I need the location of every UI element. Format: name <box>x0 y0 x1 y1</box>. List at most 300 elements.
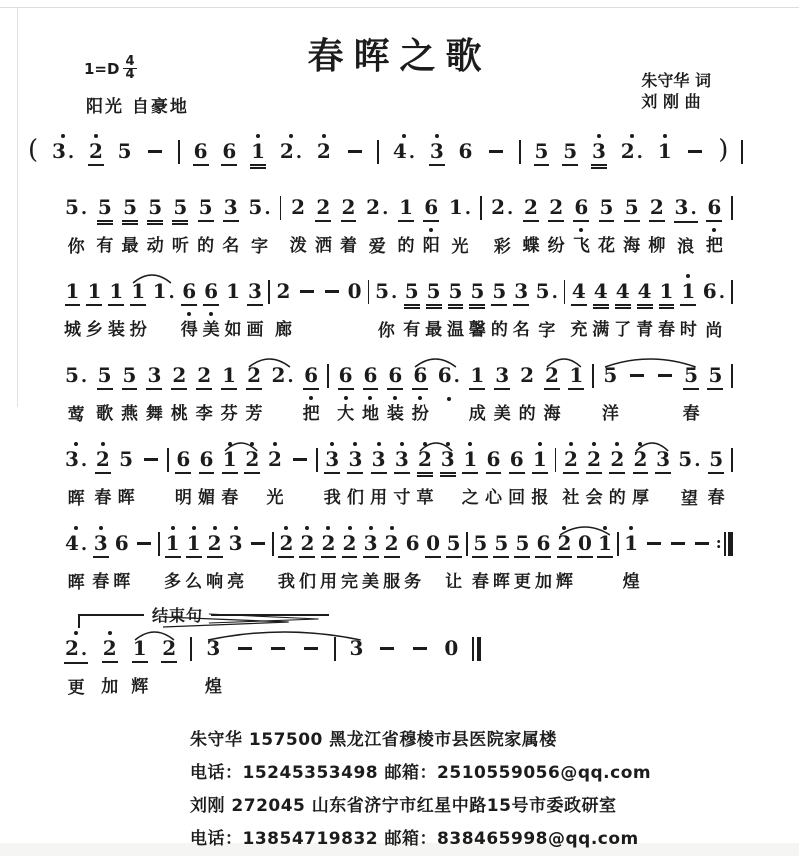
duration-dash <box>144 458 158 461</box>
lyric-syllable: 泼 <box>289 236 307 256</box>
duration-dash <box>647 542 661 545</box>
end-repeat-barline: : <box>716 532 733 556</box>
lyric-syllable: 春 <box>657 320 675 340</box>
augmentation-dot: . <box>80 366 88 387</box>
note-digit: 2 着 <box>340 188 357 260</box>
low-octave-dot <box>429 226 433 234</box>
augmentation-dot: . <box>690 198 697 219</box>
duration-dash <box>413 647 427 650</box>
dash-extension <box>692 524 712 596</box>
augmentation-dot: . <box>718 282 725 303</box>
lyric-syllable: 加 <box>101 677 119 697</box>
notation-row <box>64 272 733 345</box>
dash-extension <box>644 524 664 596</box>
note-digit: 3 <box>591 132 607 178</box>
lyric-syllable: 柳 <box>648 236 666 256</box>
note-digit: 2 <box>244 440 260 512</box>
note-digit: 1 春 <box>658 272 675 344</box>
duration-dash <box>238 647 252 650</box>
lyric-syllable: 廊 <box>274 320 292 340</box>
lyric-syllable: 满 <box>592 320 610 340</box>
dash-extension <box>268 629 288 701</box>
lyric-syllable: 地 <box>361 404 379 424</box>
augmentation-dot: . <box>464 198 472 219</box>
note-digit: 5 听 <box>172 188 189 260</box>
duration-dash <box>325 290 339 293</box>
note-digit: 5 的 <box>197 188 214 260</box>
barline <box>280 196 282 220</box>
note-digit: 2 辉 <box>556 524 573 596</box>
note-digit: 4 充 <box>570 272 587 344</box>
lyric-syllable: 洋 <box>601 404 619 424</box>
lyric-syllable: 芬 <box>220 404 238 424</box>
barline <box>272 532 274 556</box>
note-digit: 2 用 <box>320 524 337 596</box>
lyric-syllable: 温 <box>447 320 465 340</box>
dash-extension <box>685 132 705 178</box>
lyric-syllable: 把 <box>302 404 320 424</box>
note-digit: 5 晖 <box>493 524 510 596</box>
note-digit: 6 地 <box>362 356 379 428</box>
lyric-syllable: 燕 <box>121 404 139 424</box>
duration-dash <box>380 647 394 650</box>
lyric-syllable: 阳 <box>422 236 440 256</box>
lyric-syllable: 城 <box>64 320 81 340</box>
lyric-syllable: 花 <box>598 236 615 256</box>
lyric-syllable: 报 <box>531 488 549 508</box>
contact-block <box>190 724 799 856</box>
lyric-syllable: 爱 <box>368 237 386 257</box>
note-digit: 3 寸 <box>393 440 410 512</box>
note-digit: 5 动 <box>147 188 164 260</box>
note-digit: 2 <box>88 132 104 178</box>
lyric-syllable: 光 <box>266 488 284 508</box>
note-digit: 5 让 <box>445 524 462 596</box>
note-digit: 2 . 更 <box>64 629 88 702</box>
duration-dash <box>658 374 672 377</box>
dash-extension <box>627 356 647 428</box>
lyric-syllable: 春 <box>682 404 700 424</box>
lyric-syllable: 听 <box>171 236 189 256</box>
note-digit: 2 桃 <box>171 356 188 428</box>
lyric-syllable: 歌 <box>96 404 114 424</box>
note-digit: 5 洋 <box>602 356 619 428</box>
lyric-syllable: 厚 <box>631 488 649 508</box>
note-digit: 2 加 <box>101 629 118 701</box>
note-digit: 5 . 你 <box>374 272 398 345</box>
barline <box>190 637 192 661</box>
low-octave-dot <box>368 394 372 402</box>
lyric-syllable: 晖 <box>67 573 85 593</box>
duration-dash <box>671 542 685 545</box>
note-digit: 5 <box>707 356 723 428</box>
note-digit: 5 燕 <box>121 356 138 428</box>
note-digit: 6 务 <box>404 524 421 596</box>
lyric-syllable: 我 <box>277 572 295 592</box>
barline <box>480 196 482 220</box>
lyric-syllable: 名 <box>512 320 530 340</box>
lyric-syllable: 乡 <box>85 320 103 340</box>
barline <box>617 532 619 556</box>
lyric-syllable: 会 <box>585 488 603 508</box>
note-digit: 6 晖 <box>113 524 130 596</box>
note-digit: 3 画 <box>246 272 263 344</box>
note-digit: 6 装 <box>387 356 404 428</box>
duration-dash <box>271 647 285 650</box>
lyric-syllable: 草 <box>416 488 434 508</box>
lyric-syllable: 装 <box>107 320 125 340</box>
note-digit: 6 媚 <box>198 440 215 512</box>
note-digit: 6 <box>458 139 473 163</box>
note-digit: 2 <box>161 629 177 701</box>
augmentation-dot: . <box>551 282 558 303</box>
open-paren: ( <box>28 135 39 165</box>
lyric-syllable: 多 <box>164 572 182 592</box>
lyric-syllable: 煌 <box>622 572 640 592</box>
note-digit: 3 春 <box>92 524 109 596</box>
lyric-syllable: 美 <box>493 404 511 424</box>
lyric-syllable: 春 <box>221 488 239 508</box>
duration-dash <box>148 150 162 153</box>
note-digit: 1 多 <box>164 524 181 596</box>
lyric-syllable: 装 <box>386 404 404 424</box>
note-digit: 5 馨 <box>469 272 486 344</box>
lyric-syllable: 有 <box>96 236 114 256</box>
note-digit: 2 海 <box>544 356 561 428</box>
barline <box>564 280 566 304</box>
lyric-syllable: 扮 <box>411 404 429 424</box>
note-digit: 6 大 <box>337 356 354 428</box>
music-system-verse-line-5 <box>64 524 733 597</box>
note-digit: 3 们 <box>347 440 364 512</box>
note-digit: 3 <box>655 440 671 512</box>
barline <box>377 140 379 164</box>
lyric-syllable: 明 <box>174 488 192 508</box>
note-digit: 5 春 <box>708 440 725 512</box>
dash-extension <box>410 629 430 701</box>
note-digit: 3 <box>440 440 456 512</box>
contact-line: 朱守华 157500 黑龙江省穆棱市县医院家属楼 <box>190 730 557 750</box>
augmentation-dot: . <box>80 639 88 660</box>
note-digit: 2 草 <box>417 440 434 512</box>
note-digit: 6 把 <box>706 188 723 260</box>
note-digit: 2 社 <box>562 440 579 512</box>
lyric-syllable: 最 <box>425 320 443 340</box>
note-digit: 5 . 字 <box>247 188 271 261</box>
lyric-syllable: 春 <box>92 572 110 592</box>
note-digit: 6 明 <box>175 440 192 512</box>
barline <box>368 280 370 304</box>
notation-row <box>64 440 733 513</box>
lyric-syllable: 桃 <box>170 404 188 424</box>
note-digit: 6 飞 <box>573 188 590 260</box>
tempo-expression: 阳光 自豪地 <box>86 97 189 117</box>
note-digit: 2 . <box>620 132 644 179</box>
note-digit: 6 . 尚 <box>702 272 726 345</box>
note-digit: 1 成 <box>469 356 486 428</box>
note-digit: 3 美 <box>494 356 511 428</box>
lyric-syllable: 的 <box>397 236 415 256</box>
lyric-syllable: 海 <box>543 404 561 424</box>
note-digit: 5 . 你 <box>64 188 88 261</box>
augmentation-dot: . <box>408 142 416 163</box>
barline <box>334 637 336 661</box>
rest-note: 0 <box>444 636 459 660</box>
dash-extension <box>141 440 161 512</box>
note-digit: 3 <box>349 636 364 660</box>
duration-dash <box>630 374 644 377</box>
note-digit: 2 柳 <box>648 188 665 260</box>
key-label: 1=D <box>84 59 120 78</box>
ending-phrase-label: 结束句 <box>152 606 204 625</box>
note-digit: 5 <box>117 139 132 163</box>
duration-dash <box>348 150 362 153</box>
lyric-syllable: 你 <box>67 237 85 257</box>
duration-dash <box>137 542 151 545</box>
note-digit: 2 完 <box>341 524 358 596</box>
note-digit: 5 花 <box>598 188 615 260</box>
lyric-syllable: 辉 <box>555 572 573 592</box>
contact-line: 电话：15245353498 邮箱：2510559056@qq.com <box>190 763 652 783</box>
note-digit: 2 廊 <box>275 272 292 344</box>
song-title: 春晖之歌 <box>307 35 492 77</box>
augmentation-dot: . <box>264 198 271 219</box>
note-digit: 3 名 <box>513 272 530 344</box>
note-digit: 2 芳 <box>246 356 263 428</box>
lyric-syllable: 的 <box>608 488 626 508</box>
dash-extension <box>377 629 397 701</box>
barline <box>466 532 468 556</box>
duration-dash <box>688 150 702 153</box>
dash-extension <box>297 272 317 344</box>
note-digit: 1 么 <box>185 524 202 596</box>
notation-row <box>64 524 733 597</box>
low-octave-dot <box>187 310 191 318</box>
duration-dash <box>300 290 314 293</box>
lyric-syllable: 回 <box>508 488 526 508</box>
rest-note: 0 <box>347 279 362 303</box>
note-digit: 1 城 <box>64 272 81 344</box>
note-digit: 2 纷 <box>548 188 565 260</box>
lyric-syllable: 亮 <box>227 572 245 592</box>
note-digit: 3 . 晖 <box>64 440 88 513</box>
time-signature-top: 4 <box>125 54 135 69</box>
duration-dash <box>695 542 709 545</box>
note-digit: 2 <box>316 132 332 178</box>
note-digit: 2 . <box>279 132 303 179</box>
lyric-syllable: 辉 <box>131 677 149 697</box>
dash-extension <box>668 524 688 596</box>
note-digit: 1 <box>657 132 673 178</box>
lyric-syllable: 尚 <box>705 321 723 341</box>
dash-extension <box>248 524 268 596</box>
augmentation-dot: . <box>67 142 75 163</box>
note-digit: 1 芬 <box>221 356 238 428</box>
barline <box>555 448 557 472</box>
lyric-syllable: 加 <box>534 572 552 592</box>
note-digit: 3 . 浪 <box>674 188 698 261</box>
lyric-syllable: 媚 <box>198 488 216 508</box>
note-digit: 5 . 望 <box>677 440 701 513</box>
note-digit: 1 的 <box>398 188 415 260</box>
lyric-syllable: 了 <box>614 320 632 340</box>
music-system-verse-line-1 <box>64 188 733 261</box>
lyric-syllable: 名 <box>222 236 240 256</box>
note-digit: 2 . 爱 <box>365 188 389 261</box>
note-digit: 2 我 <box>278 524 295 596</box>
augmentation-dot: . <box>507 198 514 219</box>
lyric-syllable: 舞 <box>145 404 163 424</box>
note-digit: 1 辉 <box>131 629 148 701</box>
barline <box>731 364 733 388</box>
lyric-syllable: 完 <box>341 572 359 592</box>
music-system-intro <box>28 132 743 179</box>
notation-row <box>64 356 733 429</box>
lyric-syllable: 海 <box>623 236 641 256</box>
music-system-coda <box>64 608 733 702</box>
low-octave-dot <box>309 394 313 402</box>
lyric-syllable: 你 <box>377 321 395 341</box>
note-digit: 5 最 <box>122 188 139 260</box>
augmentation-dot: . <box>382 198 389 219</box>
note-digit: 3 亮 <box>227 524 244 596</box>
note-digit: 6 美 <box>203 272 220 344</box>
barline <box>731 448 733 472</box>
note-digit: 3 . <box>51 132 75 179</box>
barline <box>268 280 270 304</box>
low-octave-dot <box>447 395 451 403</box>
lyric-syllable: 李 <box>195 404 213 424</box>
augmentation-dot: . <box>636 142 643 163</box>
note-digit: 1 乡 <box>86 272 103 344</box>
lyric-syllable: 动 <box>146 236 164 256</box>
note-digit: 4 了 <box>614 272 631 344</box>
note-digit: 2 的 <box>609 440 626 512</box>
lyric-syllable: 充 <box>570 320 588 340</box>
note-digit: 1 时 <box>680 272 697 344</box>
barline <box>731 280 733 304</box>
low-octave-dot <box>209 310 213 318</box>
note-digit: 3 <box>429 132 445 178</box>
note-digit: 2 服 <box>383 524 400 596</box>
duration-dash <box>489 150 503 153</box>
time-signature-bottom: 4 <box>125 67 135 82</box>
note-digit: 6 回 <box>508 440 525 512</box>
note-digit: 2 蝶 <box>522 188 539 260</box>
note-digit: 2 洒 <box>315 188 332 260</box>
low-octave-dot <box>344 394 348 402</box>
lyric-syllable: 大 <box>337 404 355 424</box>
contact-line: 刘刚 272045 山东省济宁市红星中路15号市委政研室 <box>190 796 617 816</box>
notation-row <box>64 188 733 261</box>
notation-row <box>28 132 743 179</box>
note-digit: 3 舞 <box>146 356 163 428</box>
lyric-syllable: 寸 <box>393 488 411 508</box>
note-digit: 1 如 <box>225 272 242 344</box>
lyric-syllable: 洒 <box>314 236 332 256</box>
close-paren: ) <box>718 135 729 165</box>
note-digit: 1 装 <box>108 272 125 344</box>
dash-extension <box>655 356 675 428</box>
note-digit: 5 的 <box>491 272 508 344</box>
note-digit: 1 春 <box>221 440 238 512</box>
duration-dash <box>293 458 307 461</box>
lyric-syllable: 之 <box>461 488 479 508</box>
augmentation-dot: . <box>287 366 294 387</box>
note-digit: 5 . 字 <box>535 272 559 345</box>
lyric-syllable: 晖 <box>113 572 131 592</box>
lyric-syllable: 得 <box>180 320 198 340</box>
note-digit: 1 . 光 <box>448 188 472 261</box>
lyric-syllable: 蝶 <box>522 236 540 256</box>
note-digit: 5 有 <box>96 188 113 260</box>
rest-note: 0 <box>577 524 593 596</box>
lyric-syllable: 晖 <box>117 488 135 508</box>
lyric-syllable: 用 <box>319 572 337 592</box>
note-digit: 6 得 <box>181 272 198 344</box>
lyric-syllable: 春 <box>471 572 489 592</box>
music-system-verse-line-4 <box>64 440 733 513</box>
lyric-syllable: 服 <box>383 572 401 592</box>
lyric-syllable: 光 <box>451 237 469 257</box>
lyric-syllable: 的 <box>197 236 215 256</box>
lyric-syllable: 纷 <box>547 236 565 256</box>
note-digit: 2 李 <box>196 356 213 428</box>
note-digit: 5 春 <box>472 524 489 596</box>
barline <box>519 140 521 164</box>
lyric-syllable: 心 <box>484 488 502 508</box>
note-digit: 5 春 <box>683 356 700 428</box>
note-digit: 3 名 <box>222 188 239 260</box>
lyric-syllable: 画 <box>246 320 264 340</box>
barline <box>731 196 733 220</box>
lyricist-credit: 朱守华 词 <box>641 71 711 90</box>
music-system-verse-line-3 <box>64 356 733 429</box>
barline <box>316 448 318 472</box>
lyric-syllable: 把 <box>705 236 723 256</box>
barline <box>167 448 169 472</box>
note-digit: 4 青 <box>636 272 653 344</box>
dash-extension <box>290 440 310 512</box>
note-digit: 2 . <box>271 363 294 387</box>
lyric-syllable: 成 <box>468 404 486 424</box>
note-digit: 3 美 <box>362 524 379 596</box>
note-digit: 1 之 <box>462 440 479 512</box>
lyric-syllable: 更 <box>513 572 531 592</box>
lyric-syllable: 青 <box>636 320 654 340</box>
lyric-syllable: 字 <box>538 321 556 341</box>
note-digit: 2 响 <box>206 524 223 596</box>
note-digit: 3 我 <box>324 440 341 512</box>
lyric-syllable: 芳 <box>245 404 263 424</box>
lyric-syllable: 更 <box>67 678 85 698</box>
lyric-syllable: 浪 <box>677 237 695 257</box>
key-signature <box>84 56 137 81</box>
dash-extension <box>322 272 342 344</box>
lyric-syllable: 晖 <box>67 489 85 509</box>
augmentation-dot: . <box>168 282 175 303</box>
duration-dash <box>251 542 265 545</box>
score <box>28 132 733 702</box>
note-digit: 1 <box>250 132 266 178</box>
contact-line: 电话：13854719832 邮箱：838465998@qq.com <box>190 829 639 849</box>
lyric-syllable: 晖 <box>492 572 510 592</box>
lyric-syllable: 彩 <box>493 237 511 257</box>
music-system-verse-line-2 <box>64 272 733 345</box>
barline <box>592 364 594 388</box>
lyric-syllable: 么 <box>185 572 203 592</box>
note-digit: 6 扮 <box>412 356 429 428</box>
